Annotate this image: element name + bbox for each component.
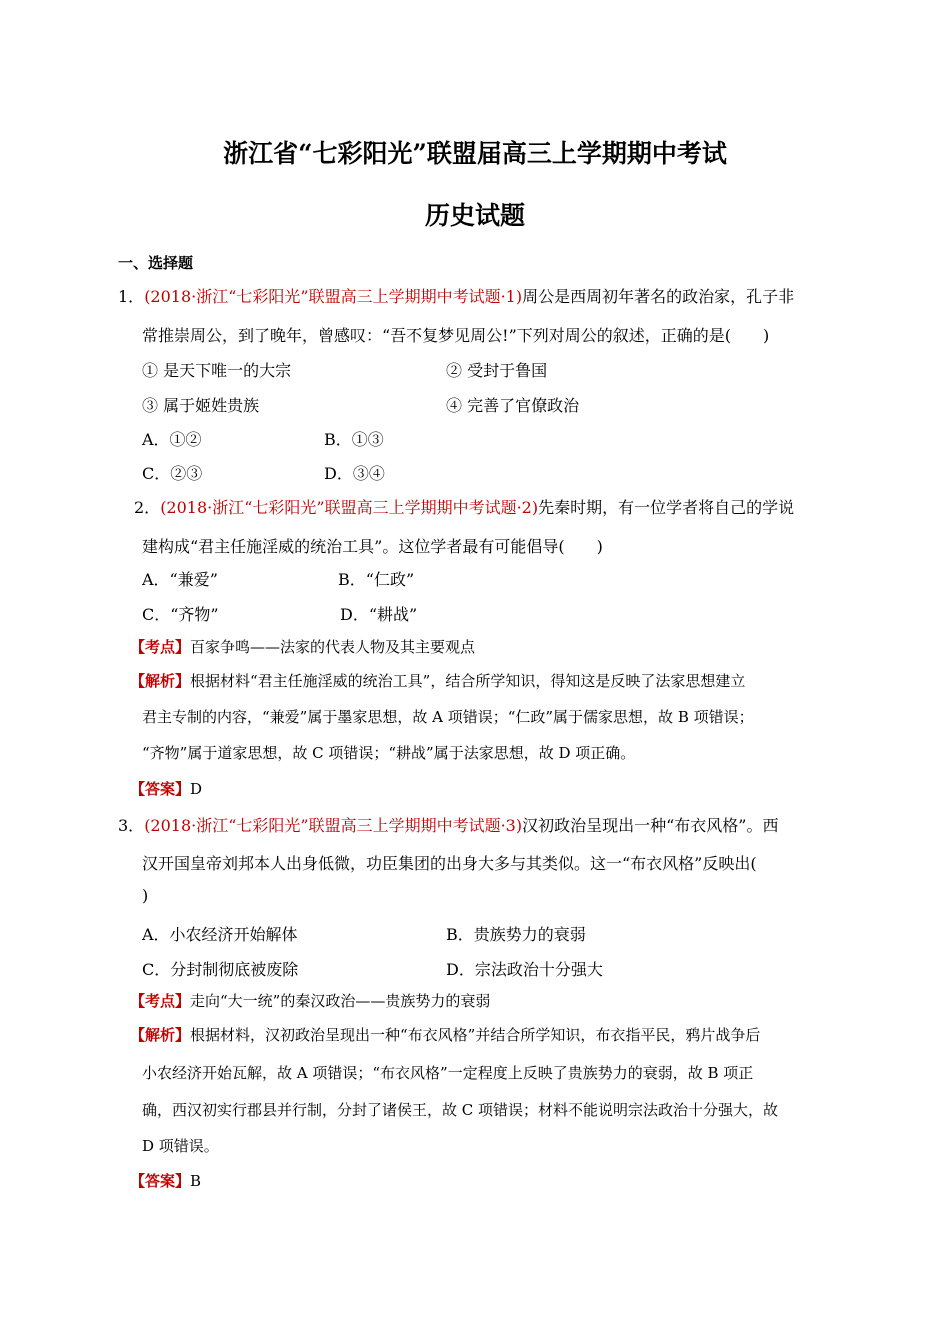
option-d: D．“耕战” bbox=[340, 605, 418, 624]
jiexi-text: 根据材料“君主任施淫威的统治工具”，结合所学知识，得知这是反映了法家思想建立 bbox=[190, 672, 746, 690]
question-2-line-1 bbox=[134, 495, 794, 518]
option-b: B．“仁政” bbox=[338, 570, 415, 589]
option-a: A．“兼爱” bbox=[142, 570, 218, 589]
question-number: 3． bbox=[118, 816, 145, 835]
question-1-line-1 bbox=[118, 284, 794, 307]
option-c: C．“齐物” bbox=[142, 605, 219, 624]
question-1-line-2: 常推崇周公，到了晚年，曾感叹：“吾不复梦见周公!”下列对周公的叙述，正确的是( ) bbox=[142, 326, 770, 345]
jiexi-line bbox=[130, 1024, 760, 1045]
option-d: D．宗法政治十分强大 bbox=[446, 960, 603, 979]
answer-label: 【答案】 bbox=[130, 1172, 191, 1190]
question-3-line-1 bbox=[118, 813, 778, 836]
question-text: 周公是西周初年著名的政治家，孔子非 bbox=[522, 287, 795, 306]
question-source: (2018·浙江“七彩阳光”联盟高三上学期期中考试题·1) bbox=[144, 287, 523, 306]
statement-item: ② 受封于鲁国 bbox=[446, 361, 548, 380]
option-b: B．①③ bbox=[324, 430, 384, 449]
question-text: 汉初政治呈现出一种“布衣风格”。西 bbox=[522, 816, 779, 835]
jiexi-label: 【解析】 bbox=[130, 1026, 191, 1044]
jiexi-line: 确，西汉初实行郡县并行制，分封了诸侯王，故 C 项错误；材料不能说明宗法政治十分强大，故 bbox=[142, 1101, 779, 1119]
answer-line bbox=[130, 778, 202, 799]
jiexi-label: 【解析】 bbox=[130, 672, 191, 690]
jiexi-line: D 项错误。 bbox=[142, 1137, 219, 1155]
question-2-line-2: 建构成“君主任施淫威的统治工具”。这位学者最有可能倡导( ) bbox=[142, 537, 603, 556]
kaodian-line bbox=[130, 636, 475, 657]
page-title: 浙江省“七彩阳光”联盟届高三上学期期中考试 bbox=[223, 139, 727, 168]
question-source: (2018·浙江“七彩阳光”联盟高三上学期期中考试题·3) bbox=[144, 816, 523, 835]
option-c: C．②③ bbox=[142, 464, 203, 483]
question-number: 2． bbox=[134, 498, 161, 517]
answer-label: 【答案】 bbox=[130, 780, 191, 798]
option-c: C．分封制彻底被废除 bbox=[142, 960, 299, 979]
option-a: A．①② bbox=[142, 430, 202, 449]
answer-line bbox=[130, 1170, 201, 1191]
question-text: 先秦时期，有一位学者将自己的学说 bbox=[538, 498, 795, 517]
kaodian-label: 【考点】 bbox=[130, 992, 191, 1010]
jiexi-text: 根据材料，汉初政治呈现出一种“布衣风格”并结合所学知识，布衣指平民，鸦片战争后 bbox=[190, 1026, 761, 1044]
page-subtitle: 历史试题 bbox=[424, 201, 525, 230]
statement-item: ④ 完善了官僚政治 bbox=[446, 396, 580, 415]
jiexi-line bbox=[130, 670, 745, 691]
statement-item: ③ 属于姬姓贵族 bbox=[142, 396, 260, 415]
kaodian-label: 【考点】 bbox=[130, 638, 191, 656]
jiexi-line: 君主专制的内容，“兼爱”属于墨家思想，故 A 项错误；“仁政”属于儒家思想，故 B 项错误； bbox=[142, 708, 754, 726]
option-d: D．③④ bbox=[324, 464, 385, 483]
question-source: (2018·浙江“七彩阳光”联盟高三上学期期中考试题·2) bbox=[160, 498, 539, 517]
jiexi-line: 小农经济开始瓦解，故 A 项错误；“布衣风格”一定程度上反映了贵族势力的衰弱，故 B 项正 bbox=[142, 1064, 754, 1082]
question-3-line-2: 汉开国皇帝刘邦本人出身低微，功臣集团的出身大多与其类似。这一“布衣风格”反映出( bbox=[142, 854, 757, 873]
section-heading: 一、选择题 bbox=[118, 254, 194, 272]
kaodian-line bbox=[130, 990, 490, 1011]
kaodian-text: 走向“大一统”的秦汉政治——贵族势力的衰弱 bbox=[190, 992, 491, 1010]
question-3-line-3: ) bbox=[142, 886, 149, 905]
question-number: 1． bbox=[118, 287, 145, 306]
answer-value: B bbox=[190, 1172, 202, 1190]
jiexi-line: “齐物”属于道家思想，故 C 项错误；“耕战”属于法家思想，故 D 项正确。 bbox=[142, 744, 636, 762]
answer-value: D bbox=[190, 780, 203, 798]
option-a: A．小农经济开始解体 bbox=[142, 925, 298, 944]
statement-item: ① 是天下唯一的大宗 bbox=[142, 361, 292, 380]
option-b: B．贵族势力的衰弱 bbox=[446, 925, 586, 944]
kaodian-text: 百家争鸣——法家的代表人物及其主要观点 bbox=[190, 638, 476, 656]
